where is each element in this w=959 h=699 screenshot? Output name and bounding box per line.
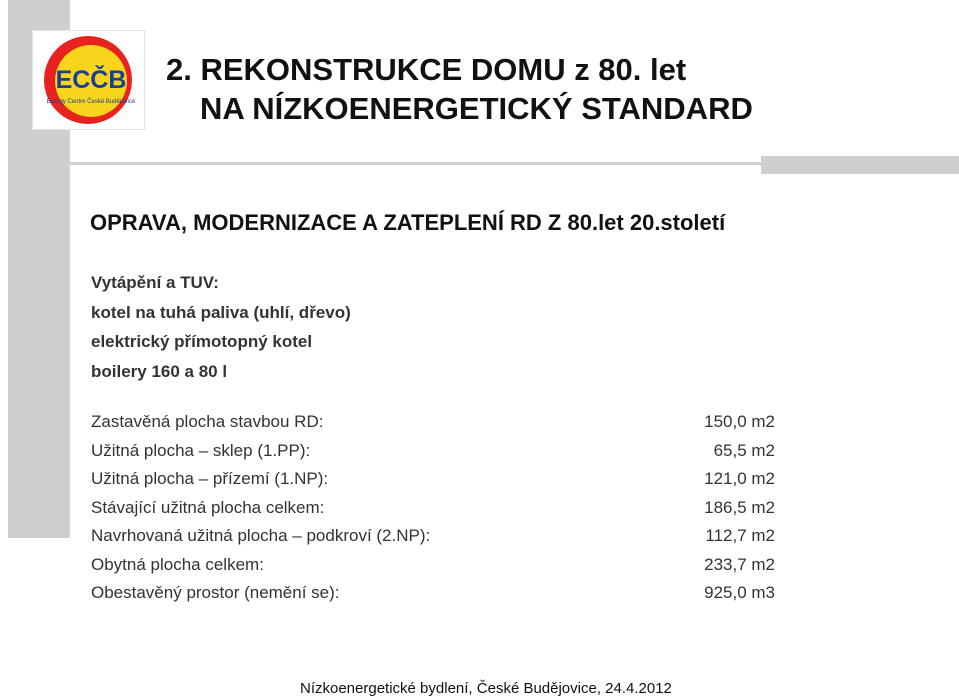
area-value: 186,5 m2 xyxy=(704,497,775,517)
heating-item: kotel na tuhá paliva (uhlí, dřevo) xyxy=(91,302,351,322)
footer-text: Nízkoenergetické bydlení, České Budějovice, 24.4.2012 xyxy=(300,680,672,697)
divider-line xyxy=(45,162,761,165)
area-label: Užitná plocha – přízemí (1.NP): xyxy=(91,469,329,488)
area-label: Obestavěný prostor (nemění se): xyxy=(91,583,340,602)
area-row xyxy=(91,551,791,580)
area-row xyxy=(91,408,791,437)
heating-heading: Vytápění a TUV: xyxy=(91,273,219,292)
page-title xyxy=(166,50,926,128)
title-line-1: 2. REKONSTRUKCE DOMU z 80. let xyxy=(166,52,687,87)
area-value: 233,7 m2 xyxy=(704,554,775,574)
heating-item: elektrický přímotopný kotel xyxy=(91,332,313,351)
area-row xyxy=(91,437,791,466)
area-table xyxy=(91,408,791,608)
area-value: 150,0 m2 xyxy=(704,412,775,431)
area-value: 925,0 m3 xyxy=(704,583,775,602)
heating-section xyxy=(91,268,491,386)
area-value: 112,7 m2 xyxy=(705,526,775,545)
area-label: Užitná plocha – sklep (1.PP): xyxy=(91,440,311,460)
area-value: 65,5 m2 xyxy=(713,440,775,460)
area-row xyxy=(91,494,791,523)
divider-box xyxy=(761,156,959,174)
logo-text: ECČB xyxy=(55,66,127,94)
subtitle: OPRAVA, MODERNIZACE A ZATEPLENÍ RD Z 80.let 20.století xyxy=(90,210,726,235)
eccb-logo-graphic xyxy=(33,31,144,129)
area-label: Navrhovaná užitná plocha – podkroví (2.NP): xyxy=(91,526,431,545)
area-value: 121,0 m2 xyxy=(704,469,775,488)
logo-tagline: Energy Centre České Budějovice xyxy=(46,99,136,105)
area-label: Stávající užitná plocha celkem: xyxy=(91,497,325,517)
eccb-logo xyxy=(32,30,145,130)
area-label: Obytná plocha celkem: xyxy=(91,554,264,574)
area-row xyxy=(91,579,791,608)
heating-item: boilery 160 a 80 l xyxy=(91,361,228,381)
area-row xyxy=(91,522,791,551)
title-line-2: NA NÍZKOENERGETICKÝ STANDARD xyxy=(200,91,753,126)
area-label: Zastavěná plocha stavbou RD: xyxy=(91,412,324,431)
area-row xyxy=(91,465,791,494)
